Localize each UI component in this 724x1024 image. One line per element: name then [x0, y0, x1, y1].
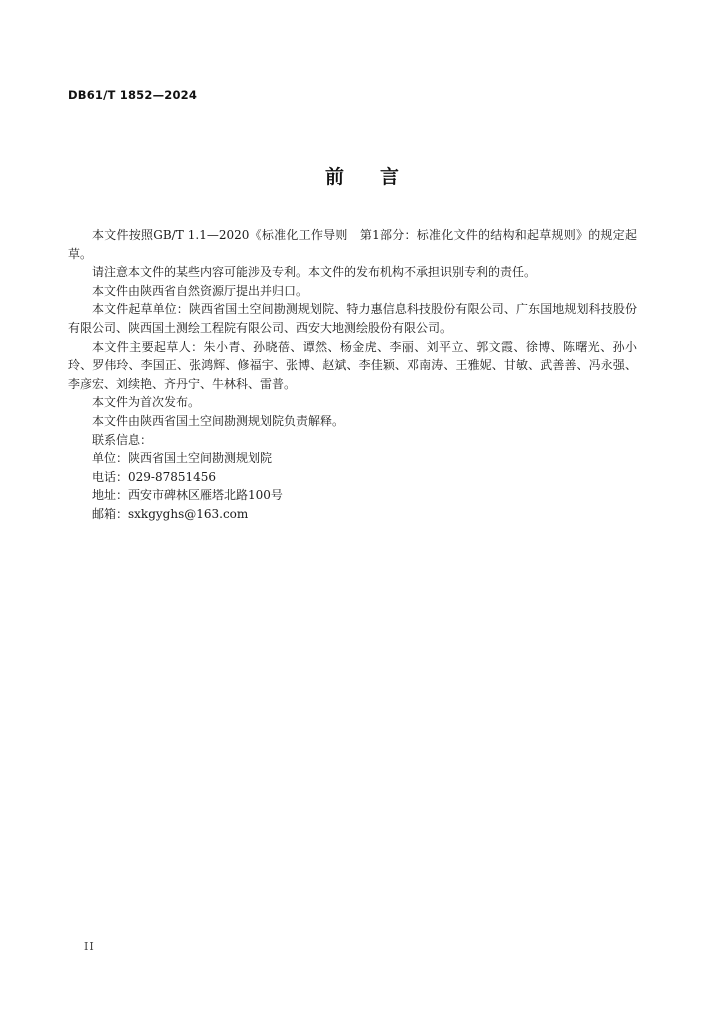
- paragraph-contact-phone: 电话：029-87851456: [92, 469, 217, 484]
- paragraph-contact-heading: 联系信息：: [92, 432, 153, 447]
- paragraph-drafters: 本文件主要起草人：朱小青、孙晓蓓、谭然、杨金虎、李丽、刘平立、郭文霞、徐博、陈曙光、孙小玲、罗伟玲、李国正、张鸿辉、修福宇、张博、赵斌、李佳颖、邓南涛、王雅妮、甘敏、武善善、冯永强、李彦宏、刘续艳、齐丹宁、牛林科、雷普。: [68, 339, 637, 391]
- paragraph-patent-notice: 请注意本文件的某些内容可能涉及专利。本文件的发布机构不承担识别专利的责任。: [92, 265, 537, 280]
- page-number: II: [84, 940, 95, 953]
- paragraph-drafting-units: 本文件起草单位：陕西省国土空间勘测规划院、特力惠信息科技股份有限公司、广东国地规划科技股份有限公司、陕西国土测绘工程院有限公司、西安大地测绘股份有限公司。: [68, 302, 637, 335]
- document-code: DB61/T 1852—2024: [68, 88, 198, 102]
- paragraph-first-release: 本文件为首次发布。: [92, 395, 201, 410]
- paragraph-contact-unit: 单位：陕西省国土空间勘测规划院: [92, 451, 273, 466]
- paragraph-drafting-rules: 本文件按照GB/T 1.1—2020《标准化工作导则 第1部分：标准化文件的结构和起草规则》的规定起草。: [68, 228, 637, 261]
- page-title: 前言: [324, 166, 435, 188]
- paragraph-interpretation: 本文件由陕西省国土空间勘测规划院负责解释。: [92, 413, 345, 428]
- paragraph-contact-address: 地址：西安市碑林区雁塔北路100号: [92, 488, 283, 503]
- paragraph-proposer: 本文件由陕西省自然资源厅提出并归口。: [92, 283, 309, 298]
- foreword-body: [68, 226, 637, 524]
- paragraph-contact-email: 邮箱：sxkgyghs@163.com: [92, 506, 249, 521]
